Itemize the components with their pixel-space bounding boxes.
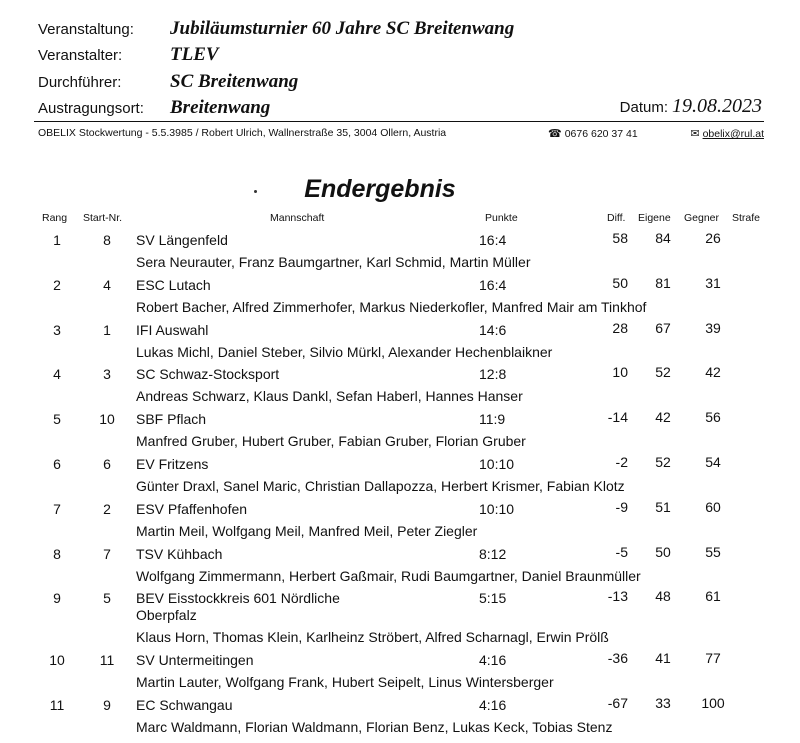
team-name: EC Schwangau [136,697,233,714]
team-name: EV Fritzens [136,455,209,472]
email-contact [678,127,764,140]
start-number: 11 [99,652,115,669]
rank: 1 [53,232,61,248]
rank: 9 [53,590,61,607]
event-row [38,18,514,40]
col-start: Start-Nr. [83,212,123,224]
col-diff: Diff. [607,212,626,224]
team-name: SC Schwaz-Stocksport [136,366,280,383]
opponent-score: 42 [705,364,721,381]
opponent-score: 26 [705,230,721,246]
start-number: 8 [103,232,111,248]
points: 11:9 [479,411,506,428]
result-row [0,499,800,544]
col-penalty: Strafe [732,212,761,224]
player-list: Martin Lauter, Wolfgang Frank, Hubert Seipelt, Linus Wintersberger [136,674,554,691]
result-row [0,409,800,454]
difference: -2 [615,453,628,470]
difference: -36 [607,650,628,667]
opponent-score: 55 [705,543,721,560]
player-list: Wolfgang Zimmermann, Herbert Gaßmair, Rudi Baumgartner, Daniel Braunmüller [136,567,641,584]
date-label: Datum: [619,99,668,116]
result-row [0,230,800,275]
points: 8:12 [479,545,507,562]
opponent-score: 54 [705,453,721,470]
player-list: Marc Waldmann, Florian Waldmann, Florian Benz, Lukas Keck, Tobias Stenz [136,719,613,736]
rank: 8 [53,545,61,562]
own-score: 48 [655,588,671,605]
page-title: Endergebnis [304,175,456,203]
start-number: 1 [103,321,111,338]
player-list: Martin Meil, Wolfgang Meil, Manfred Meil, Peter Ziegler [136,522,478,539]
difference: 50 [612,274,628,291]
organizer-label: Veranstalter: [38,47,123,64]
points: 16:4 [479,232,507,248]
own-score: 50 [655,543,671,560]
col-own: Eigene [638,212,671,224]
own-score: 41 [655,650,671,667]
start-number: 6 [103,455,111,472]
start-number: 5 [103,590,111,607]
player-list: Andreas Schwarz, Klaus Dankl, Sefan Haberl, Hannes Hanser [136,388,523,405]
executor-row [38,71,298,93]
points: 10:10 [479,500,515,517]
col-rank: Rang [42,212,68,224]
team-name: ESC Lutach [136,276,211,293]
venue-label: Austragungsort: [38,100,144,117]
team-name: TSV Kühbach [136,545,223,562]
opponent-score: 100 [701,695,725,712]
result-row [0,650,800,695]
player-list: Klaus Horn, Thomas Klein, Karlheinz Ströbert, Alfred Scharnagl, Erwin Prölß [136,629,609,646]
executor-value: SC Breitenwang [170,71,299,92]
rank: 11 [49,697,65,714]
opponent-score: 77 [705,650,721,667]
player-list: Günter Draxl, Sanel Maric, Christian Dallapozza, Herbert Krismer, Fabian Klotz [136,477,625,494]
team-name: SBF Pflach [136,411,207,428]
mail-icon: ✉ [690,128,700,140]
own-score: 67 [655,319,671,336]
points: 12:8 [479,366,507,383]
col-opp: Gegner [684,212,720,224]
date-value: 19.08.2023 [672,95,762,117]
own-score: 52 [655,453,671,470]
points: 4:16 [479,697,507,714]
header-divider [34,121,764,122]
difference: 10 [612,364,628,381]
own-score: 42 [655,409,671,426]
start-number: 9 [103,697,111,714]
start-number: 2 [103,500,111,517]
rank: 7 [53,500,61,517]
start-number: 3 [103,366,111,383]
executor-label: Durchführer: [38,74,122,91]
result-row [0,320,800,365]
event-label: Veranstaltung: [38,21,134,38]
difference: -14 [607,409,628,426]
venue-value: Breitenwang [170,97,271,118]
organizer-row [38,44,219,66]
difference: -67 [607,695,628,712]
opponent-score: 60 [705,498,721,515]
points: 14:6 [479,321,507,338]
rank: 2 [53,276,61,293]
opponent-score: 39 [705,319,721,336]
player-list: Manfred Gruber, Hubert Gruber, Fabian Gruber, Florian Gruber [136,433,526,450]
points: 16:4 [479,276,507,293]
player-list: Sera Neurauter, Franz Baumgartner, Karl Schmid, Martin Müller [136,254,531,270]
opponent-score: 31 [705,274,721,291]
date-block [620,95,762,118]
team-name: BEV Eisstockkreis 601 Nördliche Oberpfalz [136,590,340,624]
rank: 4 [53,366,61,383]
start-number: 7 [103,545,111,562]
difference: 58 [612,230,628,246]
difference: 28 [612,319,628,336]
software-footer [38,127,764,140]
player-list: Lukas Michl, Daniel Steber, Silvio Mürkl, Alexander Hechenblaikner [136,343,553,360]
start-number: 10 [99,411,115,428]
rank: 6 [53,455,61,472]
start-number: 4 [103,276,111,293]
result-row [0,364,800,409]
difference: -5 [615,543,628,560]
organizer-value: TLEV [170,44,219,65]
phone-contact [548,127,678,140]
rank: 5 [53,411,61,428]
rank: 10 [49,652,65,669]
result-row [0,544,800,589]
points: 5:15 [479,590,507,607]
player-list: Robert Bacher, Alfred Zimmerhofer, Markus Niederkofler, Manfred Mair am Tinkhof [136,298,647,315]
own-score: 81 [655,274,671,291]
team-name: SV Untermeitingen [136,652,254,669]
result-row [0,588,800,650]
own-score: 52 [655,364,671,381]
venue-row [38,97,270,119]
result-row [0,275,800,320]
rank: 3 [53,321,61,338]
phone-number: 0676 620 37 41 [564,128,638,140]
col-points: Punkte [485,212,518,224]
team-name: IFI Auswahl [136,321,209,338]
software-info: OBELIX Stockwertung - 5.5.3985 / Robert Ulrich, Wallnerstraße 35, 3004 Ollern, Austria [38,127,447,139]
difference: -13 [607,588,628,605]
own-score: 51 [655,498,671,515]
points: 4:16 [479,652,507,669]
opponent-score: 61 [705,588,721,605]
own-score: 33 [655,695,671,712]
own-score: 84 [655,230,671,246]
results-table [0,230,800,740]
phone-icon: ☎ [548,128,562,140]
points: 10:10 [479,455,515,472]
event-value: Jubiläumsturnier 60 Jahre SC Breitenwang [170,18,515,39]
opponent-score: 56 [705,409,721,426]
result-row [0,454,800,499]
col-team: Mannschaft [270,212,325,224]
difference: -9 [615,498,628,515]
team-name: ESV Pfaffenhofen [136,500,248,517]
email-address: obelix@rul.at [702,128,764,140]
result-row [0,695,800,740]
team-name: SV Längenfeld [136,232,228,248]
